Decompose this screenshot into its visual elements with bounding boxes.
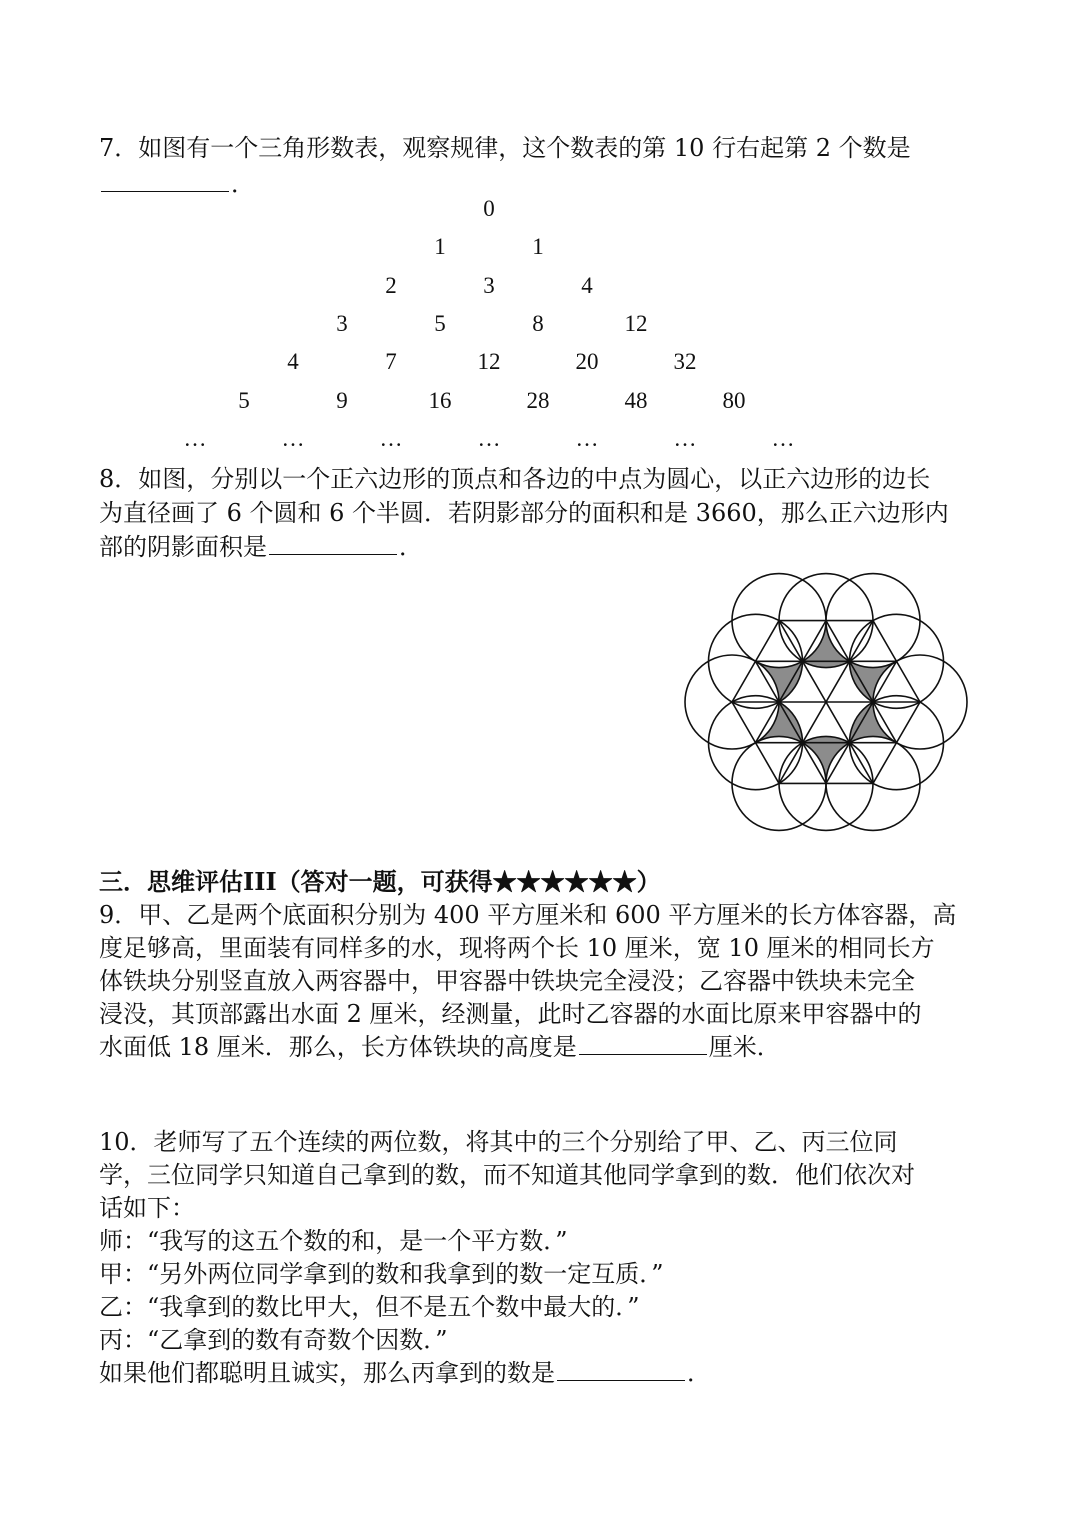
triangle-number: … bbox=[575, 425, 599, 451]
answer-blank[interactable] bbox=[269, 532, 397, 555]
triangle-number: 28 bbox=[526, 387, 550, 413]
triangle-number: 9 bbox=[336, 387, 348, 413]
triangle-number: 5 bbox=[238, 387, 250, 413]
triangle-number: 12 bbox=[624, 310, 648, 336]
triangle-number: … bbox=[673, 425, 697, 451]
q9-text-line4: 浸没，其顶部露出水面 2 厘米，经测量，此时乙容器的水面比原来甲容器中的 bbox=[99, 1000, 922, 1028]
q9-text-line5: 水面低 18 厘米．那么，长方体铁块的高度是 厘米． bbox=[99, 1033, 781, 1061]
triangle-number: 8 bbox=[532, 310, 544, 336]
triangle-number: 48 bbox=[624, 387, 648, 413]
triangle-number: 16 bbox=[428, 387, 452, 413]
q10-text-line2: 学，三位同学只知道自己拿到的数，而不知道其他同学拿到的数．他们依次对 bbox=[99, 1161, 915, 1189]
triangle-number: 1 bbox=[532, 234, 544, 260]
q8-text-line3: 部的阴影面积是 ． bbox=[99, 533, 423, 561]
triangle-number: … bbox=[183, 425, 207, 451]
q9-text-line3: 体铁块分别竖直放入两容器中，甲容器中铁块完全浸没；乙容器中铁块未完全 bbox=[99, 967, 915, 995]
triangle-number: 3 bbox=[336, 310, 348, 336]
triangle-number: … bbox=[771, 425, 795, 451]
section-heading: 三．思维评估III（答对一题，可获得★★★★★★） bbox=[99, 867, 661, 896]
q10-dialogue-yi: 乙：“我拿到的数比甲大，但不是五个数中最大的．” bbox=[99, 1293, 640, 1321]
triangle-number: 0 bbox=[483, 196, 495, 221]
q10-text-line8: 如果他们都聪明且诚实，那么丙拿到的数是 ． bbox=[99, 1359, 711, 1387]
q10-dialogue-bing: 丙：“乙拿到的数有奇数个因数．” bbox=[99, 1326, 448, 1354]
q8-text-line2: 为直径画了 6 个圆和 6 个半圆．若阴影部分的面积和是 3660，那么正六边形内 bbox=[99, 499, 949, 527]
triangle-number: … bbox=[477, 425, 501, 451]
triangle-number: … bbox=[379, 425, 403, 451]
q8-text-line1: 8．如图，分别以一个正六边形的顶点和各边的中点为圆心，以正六边形的边长 bbox=[99, 465, 931, 493]
answer-blank[interactable] bbox=[579, 1032, 707, 1055]
triangle-number: 20 bbox=[575, 349, 599, 375]
triangle-number: 7 bbox=[385, 349, 397, 375]
triangle-number: 4 bbox=[581, 272, 593, 298]
answer-blank[interactable] bbox=[101, 169, 229, 192]
triangle-number: … bbox=[281, 425, 305, 451]
hexagon-circles-figure bbox=[676, 568, 976, 836]
q10-text-line1: 10．老师写了五个连续的两位数，将其中的三个分别给了甲、乙、丙三位同 bbox=[99, 1128, 898, 1156]
q9-text-line2: 度足够高，里面装有同样多的水，现将两个长 10 厘米，宽 10 厘米的相同长方 bbox=[99, 934, 935, 962]
triangle-number: 80 bbox=[722, 387, 746, 413]
triangle-number: 32 bbox=[673, 349, 697, 375]
triangle-number: 4 bbox=[287, 349, 299, 375]
answer-blank[interactable] bbox=[557, 1358, 685, 1381]
q10-dialogue-jia: 甲：“另外两位同学拿到的数和我拿到的数一定互质．” bbox=[99, 1260, 664, 1288]
triangle-number: 3 bbox=[483, 272, 495, 298]
triangle-number: 5 bbox=[434, 310, 446, 336]
triangle-number: 2 bbox=[385, 272, 397, 298]
q7-text-line2: ． bbox=[99, 167, 255, 201]
q9-text-line1: 9．甲、乙是两个底面积分别为 400 平方厘米和 600 平方厘米的长方体容器，高 bbox=[99, 901, 957, 929]
q10-dialogue-teacher: 师：“我写的这五个数的和，是一个平方数．” bbox=[99, 1227, 568, 1255]
triangle-number: 12 bbox=[477, 349, 501, 375]
triangle-number: 1 bbox=[434, 234, 446, 260]
q7-text-line1: 7．如图有一个三角形数表，观察规律，这个数表的第 10 行右起第 2 个数是 bbox=[99, 134, 911, 162]
q10-text-line3: 话如下： bbox=[99, 1194, 195, 1222]
